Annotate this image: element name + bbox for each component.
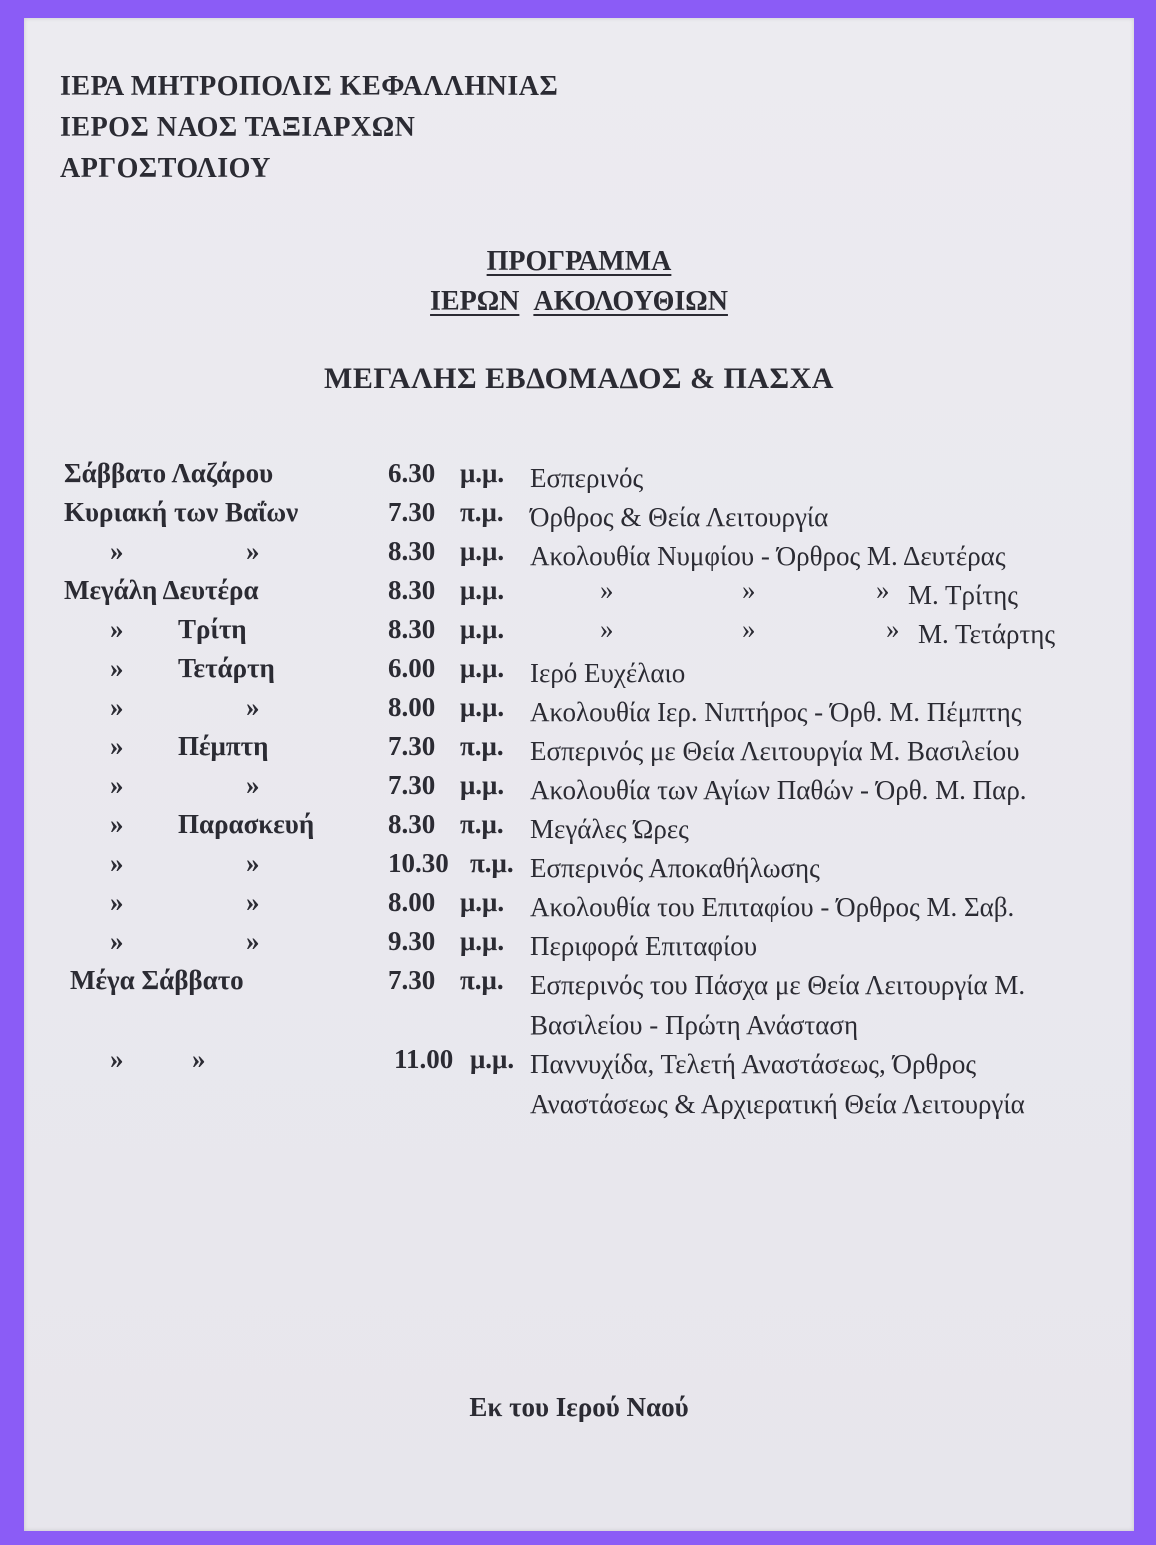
day-label: Πέμπτη bbox=[178, 731, 269, 761]
schedule-row bbox=[24, 926, 1134, 966]
schedule-row bbox=[24, 1044, 1134, 1119]
service-description bbox=[530, 1044, 1120, 1124]
am-pm: μ.μ. bbox=[460, 575, 505, 605]
schedule-row bbox=[24, 575, 1134, 615]
schedule-row bbox=[24, 731, 1134, 771]
time: 6.00 bbox=[388, 653, 436, 683]
am-pm: π.μ. bbox=[460, 731, 504, 761]
service-description bbox=[530, 965, 1120, 1045]
title-ieron: ΙΕΡΩΝ bbox=[430, 286, 520, 317]
ditto-mark: » bbox=[110, 653, 124, 683]
ditto-mark: » bbox=[110, 887, 124, 917]
ditto-mark: » bbox=[110, 926, 124, 956]
ditto-mark: » bbox=[742, 614, 756, 644]
ditto-mark: » bbox=[246, 926, 260, 956]
service-description: Μ. Τετάρτης bbox=[918, 619, 1056, 649]
ditto-mark: » bbox=[110, 1044, 124, 1074]
signature-line: Εκ του Ιερού Ναού bbox=[469, 1392, 689, 1422]
time: 9.30 bbox=[388, 926, 436, 956]
title-akolouthion: ΑΚΟΛΟΥΘΙΩΝ bbox=[533, 286, 728, 317]
ditto-mark: » bbox=[246, 770, 260, 800]
day-label: Μέγα Σάββατο bbox=[70, 965, 244, 995]
ditto-mark: » bbox=[886, 614, 900, 644]
day-label: Παρασκευή bbox=[178, 809, 315, 839]
title-line-2 bbox=[24, 286, 1134, 318]
title-programma: ΠΡΟΓΡΑΜΜΑ bbox=[486, 246, 672, 277]
time: 10.30 bbox=[388, 848, 449, 878]
schedule-row bbox=[24, 458, 1134, 498]
am-pm: π.μ. bbox=[460, 809, 504, 839]
am-pm: π.μ. bbox=[460, 965, 504, 995]
service-description: Ακολουθία Νυμφίου - Όρθρος Μ. Δευτέρας bbox=[530, 541, 1006, 571]
ditto-mark: » bbox=[110, 848, 124, 878]
schedule-row bbox=[24, 653, 1134, 693]
ditto-mark: » bbox=[246, 848, 260, 878]
time: 8.30 bbox=[388, 809, 436, 839]
am-pm: μ.μ. bbox=[460, 770, 505, 800]
service-description: Μεγάλες Ώρες bbox=[530, 814, 689, 844]
time: 8.30 bbox=[388, 575, 436, 605]
am-pm: μ.μ. bbox=[460, 614, 505, 644]
am-pm: π.μ. bbox=[460, 497, 504, 527]
am-pm: μ.μ. bbox=[460, 926, 505, 956]
ditto-mark: » bbox=[600, 575, 614, 605]
schedule-row bbox=[24, 848, 1134, 888]
day-label: Τρίτη bbox=[178, 614, 247, 644]
ditto-mark: » bbox=[110, 731, 124, 761]
service-description: Ακολουθία του Επιταφίου - Όρθρος Μ. Σαβ. bbox=[530, 892, 1015, 922]
service-description: Εσπερινός με Θεία Λειτουργία Μ. Βασιλείου bbox=[530, 736, 1020, 766]
time: 7.30 bbox=[388, 770, 436, 800]
am-pm: μ.μ. bbox=[460, 887, 505, 917]
service-description: Όρθρος & Θεία Λειτουργία bbox=[530, 502, 829, 532]
time: 6.30 bbox=[388, 458, 436, 488]
service-description: Εσπερινός bbox=[530, 463, 644, 493]
document-page bbox=[24, 18, 1134, 1531]
schedule-row bbox=[24, 692, 1134, 732]
ditto-mark: » bbox=[192, 1044, 206, 1074]
schedule-row bbox=[24, 887, 1134, 927]
service-description-line-2: Αναστάσεως & Αρχιερατική Θεία Λειτουργία bbox=[530, 1089, 1025, 1119]
ditto-mark: » bbox=[110, 536, 124, 566]
time: 8.30 bbox=[388, 614, 436, 644]
service-description-line-1: Εσπερινός του Πάσχα με Θεία Λειτουργία Μ. bbox=[530, 970, 1026, 1000]
ditto-mark: » bbox=[876, 575, 890, 605]
schedule-row bbox=[24, 536, 1134, 576]
ditto-mark: » bbox=[742, 575, 756, 605]
schedule-row bbox=[24, 770, 1134, 810]
ditto-mark: » bbox=[246, 536, 260, 566]
time: 11.00 bbox=[394, 1044, 454, 1074]
am-pm: μ.μ. bbox=[460, 692, 505, 722]
schedule-row bbox=[24, 809, 1134, 849]
service-description: Ακολουθία Ιερ. Νιπτήρος - Όρθ. Μ. Πέμπτης bbox=[530, 697, 1022, 727]
letterhead-line-2: ΙΕΡΟΣ ΝΑΟΣ ΤΑΞΙΑΡΧΩΝ bbox=[60, 112, 416, 143]
ditto-mark: » bbox=[110, 692, 124, 722]
day-label: Σάββατο Λαζάρου bbox=[64, 458, 274, 488]
service-description: Εσπερινός Αποκαθήλωσης bbox=[530, 853, 820, 883]
day-label: Κυριακή των Βαΐων bbox=[64, 497, 299, 527]
title-line-3: ΜΕΓΑΛΗΣ ΕΒΔΟΜΑΔΟΣ & ΠΑΣΧΑ bbox=[324, 362, 834, 395]
time: 8.30 bbox=[388, 536, 436, 566]
am-pm: μ.μ. bbox=[460, 536, 505, 566]
ditto-mark: » bbox=[110, 614, 124, 644]
ditto-mark: » bbox=[600, 614, 614, 644]
am-pm: μ.μ. bbox=[460, 458, 505, 488]
schedule-row bbox=[24, 497, 1134, 537]
time: 8.00 bbox=[388, 692, 436, 722]
title-line-1 bbox=[24, 246, 1134, 278]
time: 7.30 bbox=[388, 731, 436, 761]
service-description: Ακολουθία των Αγίων Παθών - Όρθ. Μ. Παρ. bbox=[530, 775, 1027, 805]
day-label: Τετάρτη bbox=[178, 653, 275, 683]
day-label: Μεγάλη Δευτέρα bbox=[64, 575, 259, 605]
letterhead bbox=[60, 66, 558, 189]
am-pm: μ.μ. bbox=[460, 653, 505, 683]
am-pm: μ.μ. bbox=[470, 1044, 515, 1074]
time: 8.00 bbox=[388, 887, 436, 917]
service-description: Μ. Τρίτης bbox=[908, 580, 1018, 610]
service-description: Ιερό Ευχέλαιο bbox=[530, 658, 686, 688]
ditto-mark: » bbox=[246, 887, 260, 917]
ditto-mark: » bbox=[246, 692, 260, 722]
am-pm: π.μ. bbox=[470, 848, 514, 878]
schedule-row bbox=[24, 965, 1134, 1040]
letterhead-line-3: ΑΡΓΟΣΤΟΛΙΟΥ bbox=[60, 153, 271, 184]
schedule-row bbox=[24, 614, 1134, 654]
time: 7.30 bbox=[388, 497, 436, 527]
ditto-mark: » bbox=[110, 770, 124, 800]
time: 7.30 bbox=[388, 965, 436, 995]
ditto-mark: » bbox=[110, 809, 124, 839]
letterhead-line-1: ΙΕΡΑ ΜΗΤΡΟΠΟΛΙΣ ΚΕΦΑΛΛΗΝΙΑΣ bbox=[60, 71, 559, 102]
service-description: Περιφορά Επιταφίου bbox=[530, 931, 758, 961]
service-description-line-2: Βασιλείου - Πρώτη Ανάσταση bbox=[530, 1010, 859, 1040]
service-description-line-1: Παννυχίδα, Τελετή Αναστάσεως, Όρθρος bbox=[530, 1049, 977, 1079]
